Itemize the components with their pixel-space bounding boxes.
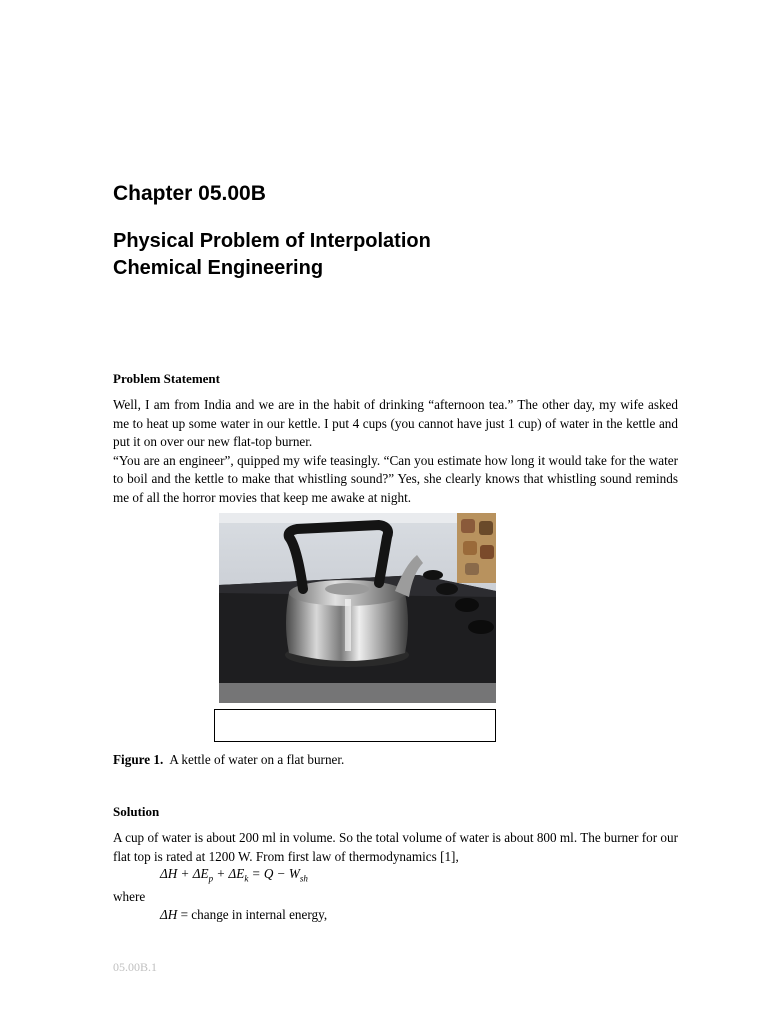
- empty-caption-box: [214, 709, 496, 742]
- figure-caption-text: A kettle of water on a flat burner.: [169, 752, 345, 767]
- definition-delta-h: [160, 907, 327, 923]
- delta-h-definition: = change in internal energy,: [177, 907, 328, 922]
- title-line-1: Physical Problem of Interpolation: [113, 230, 431, 252]
- first-law-equation: $\Delta H + \Delta E_p + \Delta E_k = Q - W_{sh}$: [160, 866, 308, 884]
- delta-h-symbol: ΔH: [160, 907, 178, 922]
- title-line-2: Chemical Engineering: [113, 257, 324, 279]
- solution-paragraph: A cup of water is about 200 ml in volume. So the total volume of water is about 800 ml. The burner for our flat top is rated at 1200 W. From first law of thermodynamics [1],: [113, 830, 678, 864]
- kettle-photo: [219, 513, 496, 703]
- chapter-title: [113, 228, 431, 282]
- problem-paragraph-2: “You are an engineer”, quipped my wife teasingly. “Can you estimate how long it would take for the water to boil and the kettle to make that whistling sound?” Yes, she clearly knows that whistling sound reminds me of all the horror movies that keep me awake at night.: [113, 452, 678, 505]
- page-footer: 05.00B.1: [113, 960, 158, 974]
- solution-heading: Solution: [113, 804, 160, 819]
- problem-paragraph-1: Well, I am from India and we are in the habit of drinking “afternoon tea.” The other day, my wife asked me to heat up some water in our kettle. I put 4 cups (you cannot have just 1 cup) of water in the kettle and put it on over our new flat-top burner.: [113, 397, 678, 449]
- problem-statement-heading: Problem Statement: [113, 371, 220, 386]
- where-text: where: [113, 889, 146, 904]
- chapter-number: Chapter 05.00B: [113, 182, 266, 205]
- problem-statement-body: [113, 396, 678, 507]
- figure-label: Figure 1.: [113, 752, 164, 767]
- figure-caption: [113, 752, 344, 768]
